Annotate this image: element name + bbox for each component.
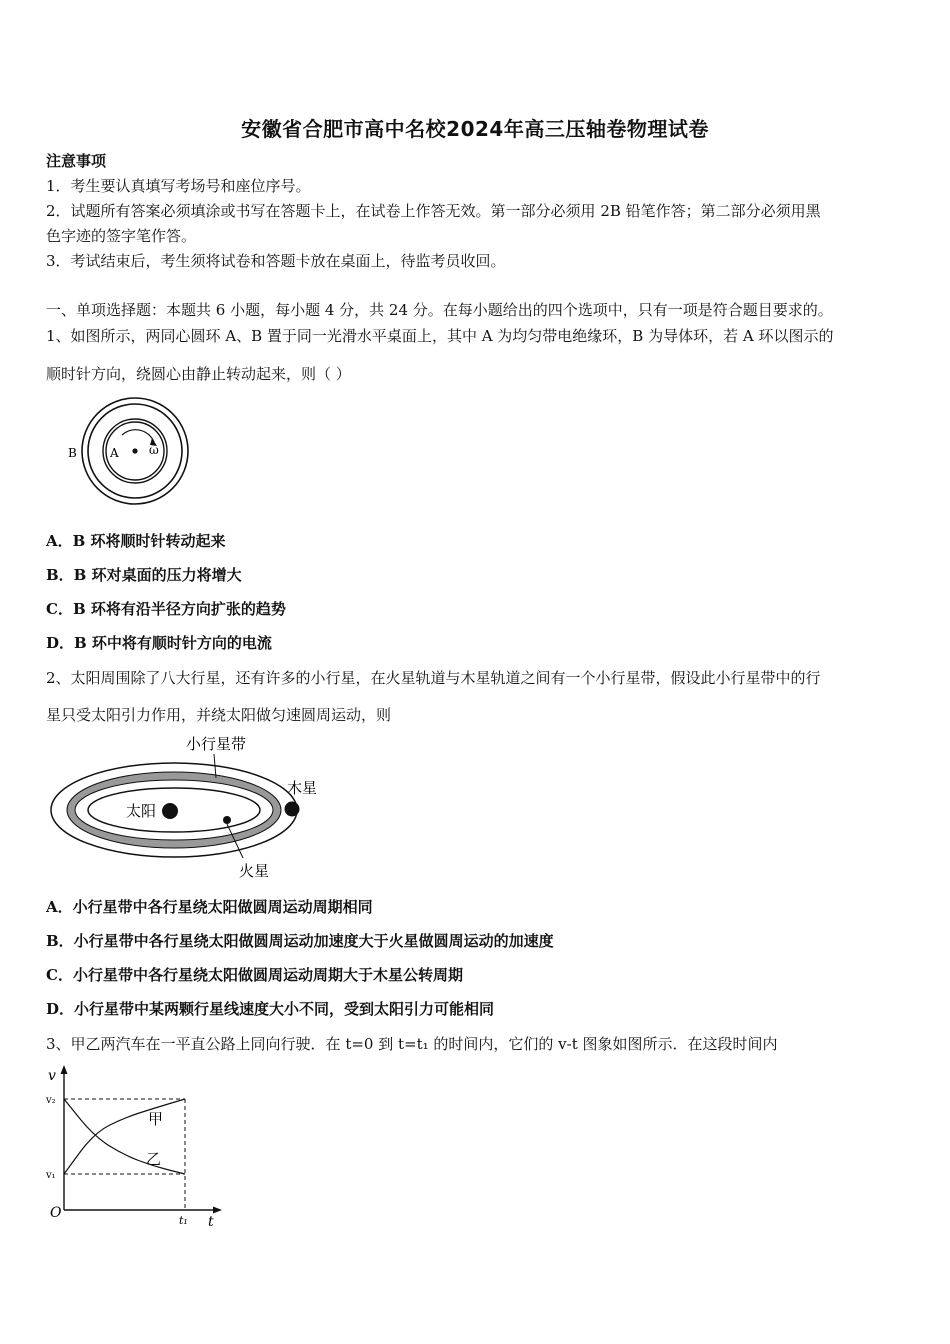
section-heading: 一、单项选择题：本题共 6 小题，每小题 4 分，共 24 分。在每小题给出的四个选项中，只有一项是符合题目要求的。 xyxy=(46,301,833,319)
q1-option-c: C．B 环将有沿半径方向扩张的趋势 xyxy=(46,600,286,618)
q2-stem-line2: 星只受太阳引力作用，并绕太阳做匀速圆周运动，则 xyxy=(46,706,392,724)
label-mars: 火星 xyxy=(239,862,270,880)
axis-label-y: v xyxy=(48,1068,56,1084)
q2-option-a: A．小行星带中各行星绕太阳做圆周运动周期相同 xyxy=(46,898,373,916)
label-jupiter: 木星 xyxy=(287,779,318,797)
series-line-jia xyxy=(64,1099,185,1174)
ring-center-dot xyxy=(132,448,137,453)
tick-label-v1: v₁ xyxy=(46,1170,56,1181)
q2-option-c: C．小行星带中各行星绕太阳做圆周运动周期大于木星公转周期 xyxy=(46,966,463,984)
mars xyxy=(223,816,231,824)
series-label-yi: 乙 xyxy=(146,1150,162,1168)
series-line-yi xyxy=(64,1099,185,1174)
label-belt: 小行星带 xyxy=(186,735,247,753)
axis-label-x: t xyxy=(208,1214,214,1230)
q1-option-a: A．B 环将顺时针转动起来 xyxy=(46,532,226,550)
q2-option-b: B．小行星带中各行星绕太阳做圆周运动加速度大于火星做圆周运动的加速度 xyxy=(46,932,554,950)
y-axis-arrow-icon xyxy=(61,1065,68,1074)
label-sun: 太阳 xyxy=(126,802,157,820)
origin-label: O xyxy=(50,1205,62,1221)
label-omega: ω xyxy=(149,443,159,457)
q2-stem-line1: 2、太阳周围除了八大行星，还有许多的小行星，在火星轨道与木星轨道之间有一个小行星带，假设此小行星带中的行 xyxy=(46,669,821,687)
q2-orbit-figure xyxy=(46,730,336,885)
jupiter xyxy=(285,802,300,817)
tick-label-v2: v₂ xyxy=(46,1095,56,1106)
q1-stem-line1: 1、如图所示，两同心圆环 A、B 置于同一光滑水平桌面上，其中 A 为均匀带电绝缘环，B 为导体环，若 A 环以图示的 xyxy=(46,327,834,345)
notice-heading: 注意事项 xyxy=(46,152,107,170)
label-b: B xyxy=(68,446,77,460)
q1-option-b: B．B 环对桌面的压力将增大 xyxy=(46,566,242,584)
q1-option-d: D．B 环中将有顺时针方向的电流 xyxy=(46,634,272,652)
notice-item: 3．考试结束后，考生须将试卷和答题卡放在桌面上，待监考员收回。 xyxy=(46,252,506,270)
q3-stem-line1: 3、甲乙两汽车在一平直公路上同向行驶．在 t=0 到 t=t₁ 的时间内，它们的 v-t 图象如图所示．在这段时间内 xyxy=(46,1035,778,1053)
tick-label-t1: t₁ xyxy=(179,1214,188,1227)
rotation-arrow-icon xyxy=(122,430,154,442)
sun xyxy=(162,803,178,819)
notice-item: 1．考生要认真填写考场号和座位序号。 xyxy=(46,177,311,195)
q2-option-d: D．小行星带中某两颗行星线速度大小不同，受到太阳引力可能相同 xyxy=(46,1000,495,1018)
label-a: A xyxy=(110,446,119,460)
notice-item: 色字迹的签字笔作答。 xyxy=(46,227,197,245)
page-title: 安徽省合肥市高中名校2024年高三压轴卷物理试卷 xyxy=(241,117,709,141)
q1-ring-figure xyxy=(60,398,200,508)
notice-item: 2．试题所有答案必须填涂或书写在答题卡上，在试卷上作答无效。第一部分必须用 2B 铅笔作答；第二部分必须用黑 xyxy=(46,202,821,220)
x-axis-arrow-icon xyxy=(213,1207,222,1214)
series-label-jia: 甲 xyxy=(148,1110,164,1128)
q1-stem-line2: 顺时针方向，绕圆心由静止转动起来，则（ ） xyxy=(46,365,351,383)
q3-vt-chart xyxy=(40,1062,230,1232)
